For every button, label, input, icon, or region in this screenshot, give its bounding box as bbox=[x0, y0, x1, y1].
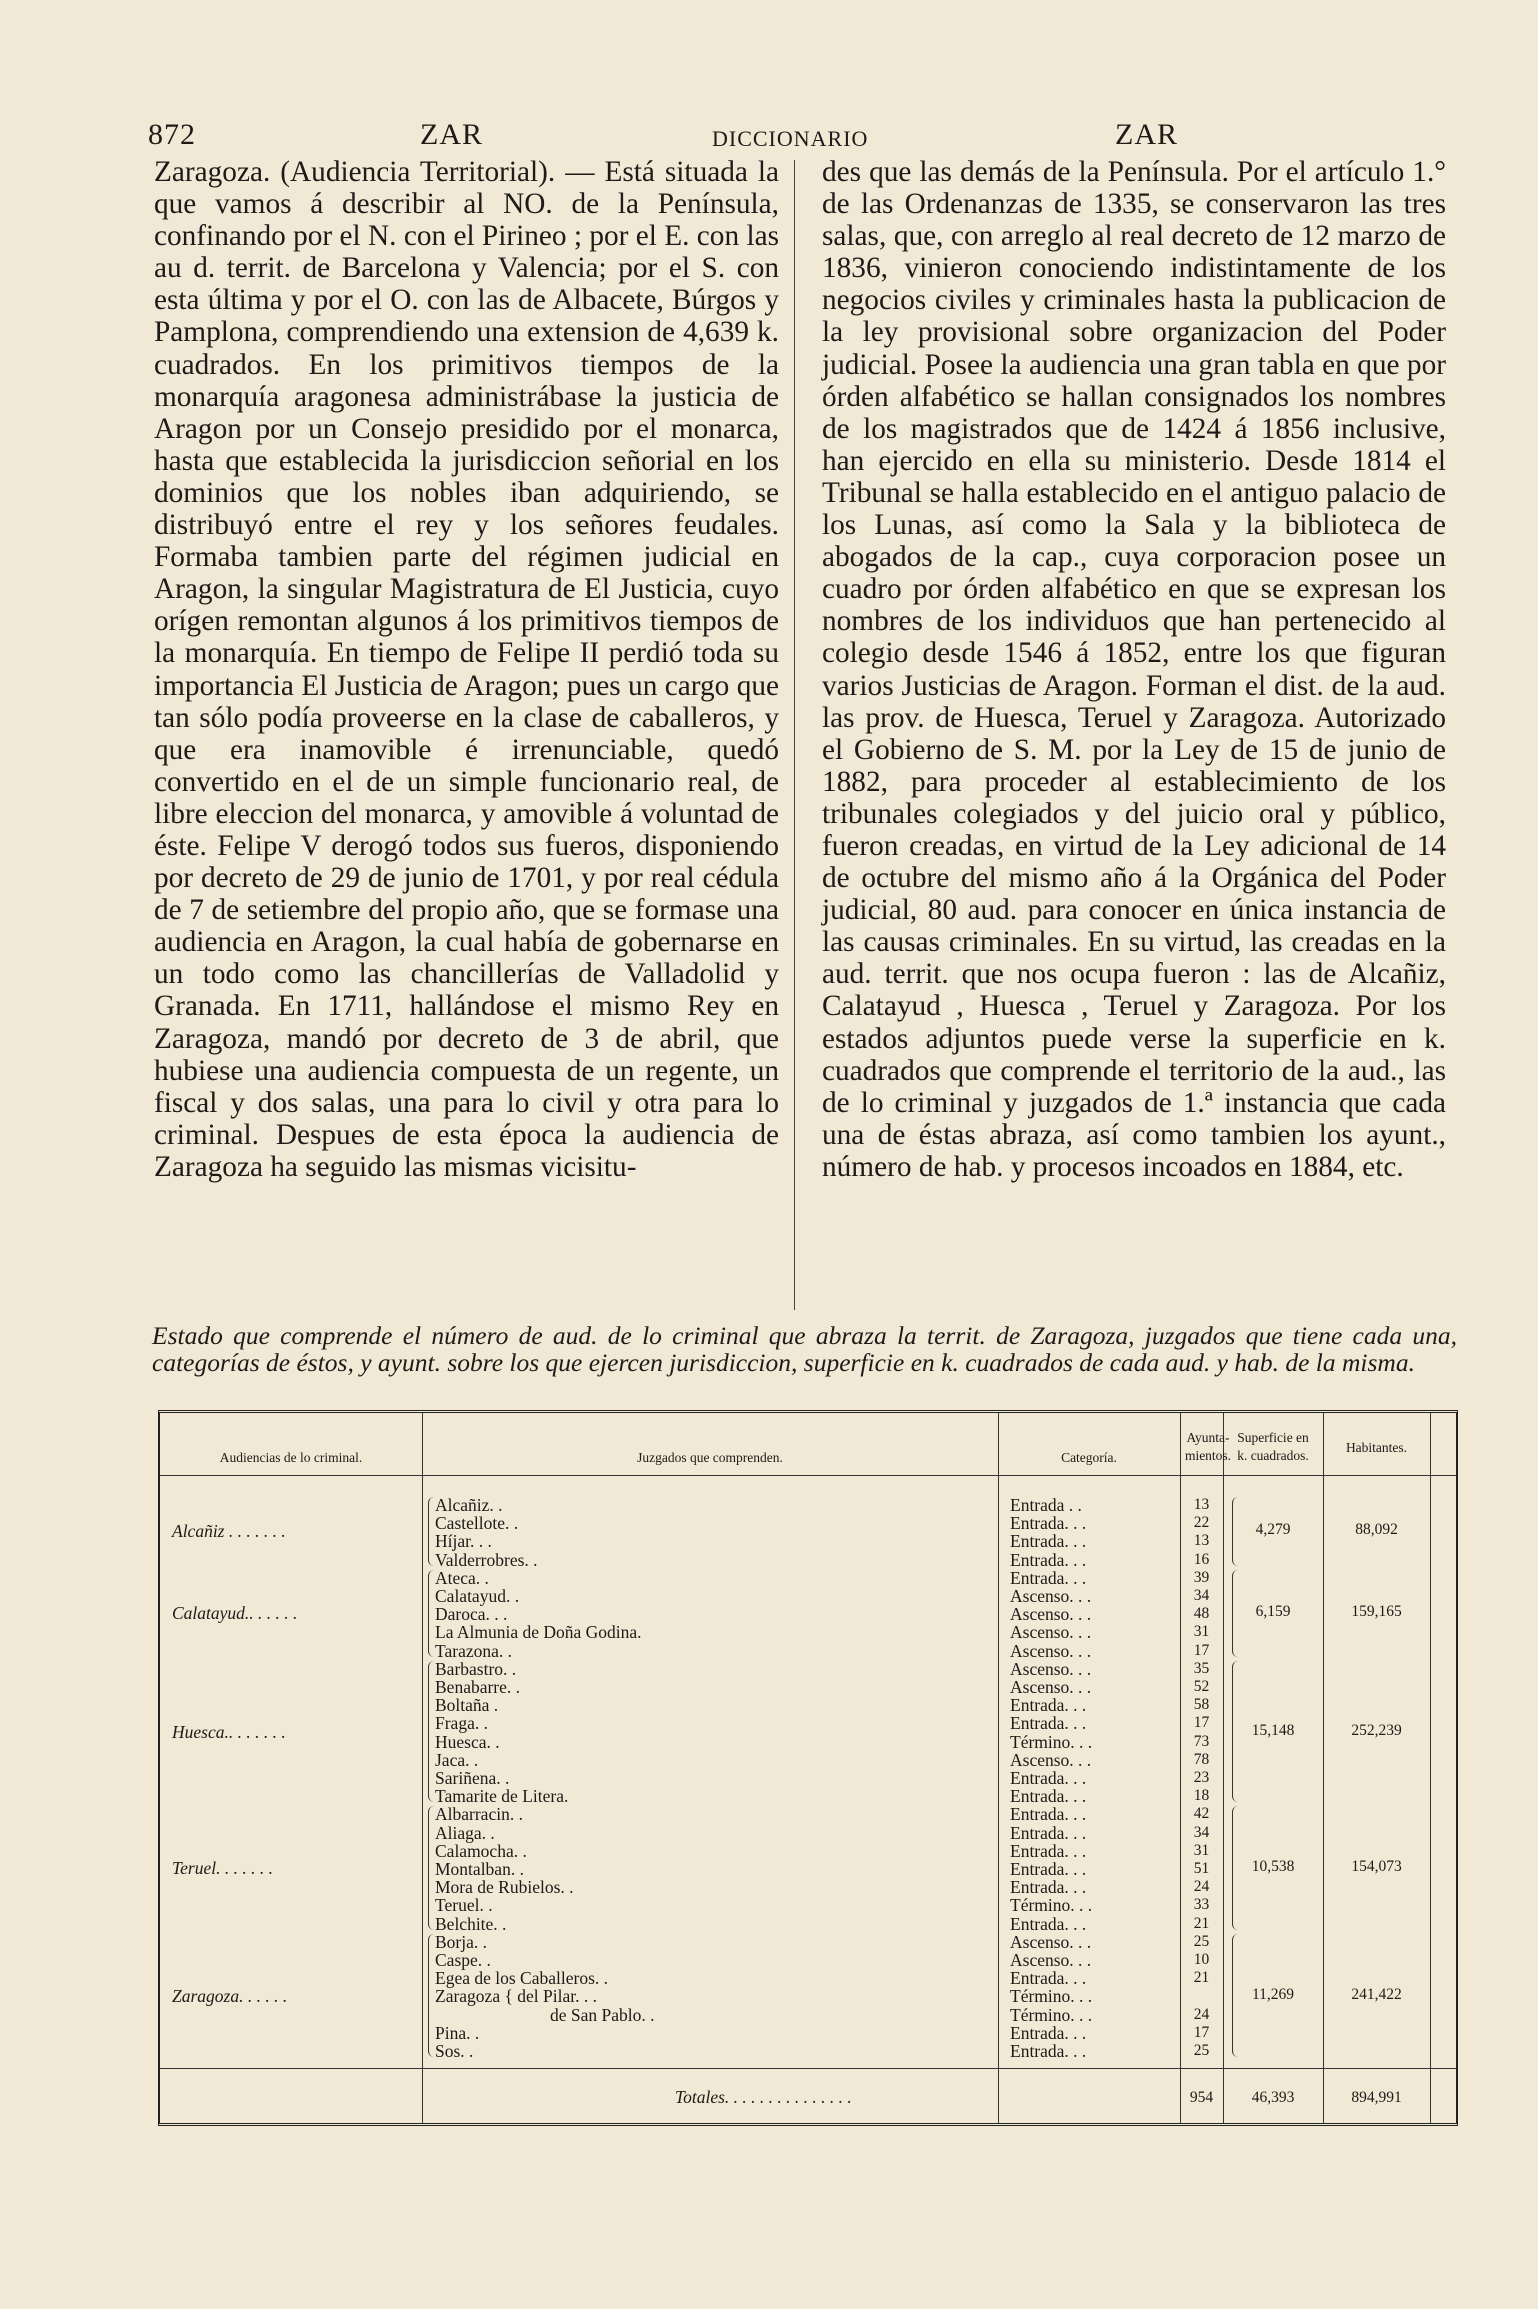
categoria-cell: Término. . . bbox=[1010, 1895, 1093, 1916]
juzgado-cell: La Almunia de Doña Godina. bbox=[435, 1622, 642, 1643]
juzgado-cell: Aliaga. . bbox=[435, 1822, 495, 1843]
totals-rule bbox=[160, 2068, 1456, 2069]
ayuntamientos-cell: 35 bbox=[1193, 1659, 1210, 1677]
juzgado-cell: Mora de Rubielos. . bbox=[435, 1877, 574, 1898]
ayuntamientos-cell: 24 bbox=[1193, 1878, 1210, 1896]
ayuntamientos-cell: 23 bbox=[1193, 1769, 1210, 1786]
ayuntamientos-cell: 13 bbox=[1193, 1496, 1210, 1513]
juzgado-cell: Barbastro. . bbox=[435, 1658, 517, 1679]
ayuntamientos-cell: 39 bbox=[1193, 1568, 1210, 1586]
juzgado-cell: Jaca. . bbox=[435, 1749, 479, 1770]
ayuntamientos-cell: 24 bbox=[1193, 2005, 1210, 2023]
categoria-cell: Ascenso. . . bbox=[1010, 1622, 1092, 1643]
juzgado-cell: Pina. . bbox=[435, 2022, 480, 2043]
data-table bbox=[158, 1410, 1458, 2126]
categoria-cell: Ascenso. . . bbox=[1010, 1749, 1092, 1770]
habitantes-cell: 159,165 bbox=[1351, 1603, 1402, 1621]
header-juzgados: Juzgados que comprenden. bbox=[637, 1450, 783, 1465]
juzgado-cell: Albarracin. . bbox=[435, 1804, 523, 1825]
header-superficie bbox=[1223, 1429, 1323, 1465]
column-divider bbox=[1430, 1413, 1431, 2123]
column-divider bbox=[1223, 1413, 1224, 2123]
juzgado-cell: Montalban. . bbox=[435, 1859, 524, 1879]
juzgado-cell: Ateca. . bbox=[435, 1567, 489, 1588]
juzgado-cell: Sariñena. . bbox=[435, 1768, 510, 1788]
habitantes-cell: 252,239 bbox=[1351, 1721, 1402, 1739]
categoria-cell: Ascenso. . . bbox=[1010, 1586, 1092, 1606]
header-center: DICCIONARIO bbox=[712, 126, 869, 151]
juzgado-cell: Alcañiz. . bbox=[435, 1495, 503, 1515]
audiencia-name: Zaragoza. . . . . . bbox=[172, 1985, 288, 2006]
audiencia-name: Teruel. . . . . . . bbox=[172, 1858, 273, 1879]
categoria-cell: Ascenso. . . bbox=[1010, 1950, 1092, 1970]
header-ayuntamientos-line1: Ayunta- bbox=[1186, 1430, 1230, 1445]
superficie-cell: 11,269 bbox=[1251, 1985, 1295, 2003]
ayuntamientos-cell: 31 bbox=[1193, 1841, 1210, 1859]
ayuntamientos-cell: 16 bbox=[1193, 1550, 1210, 1568]
header-audiencias: Audiencias de lo criminal. bbox=[219, 1450, 363, 1465]
juzgado-cell: Boltaña . bbox=[435, 1695, 499, 1716]
juzgado-cell: Borja. . bbox=[435, 1931, 488, 1952]
categoria-cell: Entrada. . . bbox=[1010, 1768, 1087, 1788]
ayuntamientos-cell: 51 bbox=[1193, 1860, 1210, 1877]
ayuntamientos-cell: 22 bbox=[1193, 1514, 1210, 1532]
categoria-cell: Entrada. . . bbox=[1010, 2041, 1087, 2061]
group-brace bbox=[428, 1661, 435, 1803]
juzgado-cell: Tarazona. . bbox=[435, 1640, 512, 1661]
superficie-cell: 10,538 bbox=[1251, 1858, 1295, 1876]
page-number: 872 bbox=[148, 118, 196, 151]
juzgado-cell: Benabarre. . bbox=[435, 1677, 521, 1697]
habitantes-cell: 154,073 bbox=[1351, 1858, 1402, 1876]
habitantes-cell: 241,422 bbox=[1351, 1985, 1402, 2003]
group-brace bbox=[1232, 1934, 1239, 2057]
group-brace bbox=[1232, 1570, 1239, 1657]
totals-ayuntamientos: 954 bbox=[1189, 2089, 1214, 2106]
paragraph: Zaragoza. (Audiencia Territorial). — Está situada la que vamos á describir al NO. de la Península, confinando por el N. con el Pirineo ; por el E. con las au d. territ. de Barcelona y Valencia; por el S. con esta última y por el O. con las de Albacete, Búrgos y Pamplona, comprendiendo una extension de 4,639 k. cuadrados. En los primitivos tiempos de la monarquía aragonesa administrábase la justicia de Aragon por un Consejo presidido por el monarca, hasta que establecida la jurisdiccion señorial en los dominios que los nobles iban adquiriendo, se distribuyó entre el rey y los señores feudales. Formaba tambien parte del régimen judicial en Aragon, la singular Magistratura de El Justicia, cuyo orígen remontan algunos á los primitivos tiempos de la monarquía. En tiempo de Felipe II perdió toda su importancia El Justicia de Aragon; pues un cargo que tan sólo podía proveerse en la clase de caballeros, y que era inamovible é irrenunciable, quedó convertido en el de un simple funcionario real, de libre eleccion del monarca, y amovible á voluntad de éste. Felipe V derogó todos sus fueros, disponiendo por decreto de 29 de junio de 1701, y por real cédula de 7 de setiembre del propio año, que se formase una audiencia en Aragon, la cual había de gobernarse en un todo como las chancillerías de Valladolid y Granada. En 1711, hallándose el mismo Rey en Zaragoza, mandó por decreto de 3 de abril, que hubiese una audiencia compuesta de un regente, un fiscal y dos salas, una para lo civil y otra para lo criminal. Despues de esta época la audiencia de Zaragoza ha seguido las mismas vicisitu- bbox=[154, 156, 779, 1183]
categoria-cell: Entrada. . . bbox=[1010, 1968, 1087, 1989]
juzgado-cell: Fraga. . bbox=[435, 1713, 488, 1734]
header-superficie-line1: Superficie en bbox=[1237, 1430, 1309, 1445]
categoria-cell: Entrada. . . bbox=[1010, 1567, 1087, 1588]
totals-superficie: 46,393 bbox=[1251, 2089, 1295, 2106]
header-rule bbox=[160, 1475, 1456, 1476]
categoria-cell: Entrada. . . bbox=[1010, 1549, 1087, 1570]
categoria-cell: Entrada. . . bbox=[1010, 1695, 1087, 1716]
ayuntamientos-cell: 18 bbox=[1193, 1787, 1210, 1805]
column-divider bbox=[794, 160, 795, 1310]
totals-label: Totales. . . . . . . . . . . . . . . bbox=[675, 2087, 852, 2107]
group-brace bbox=[428, 1570, 435, 1657]
group-brace bbox=[1232, 1806, 1239, 1929]
categoria-cell: Ascenso. . . bbox=[1010, 1677, 1092, 1697]
ayuntamientos-cell: 17 bbox=[1193, 2023, 1210, 2041]
categoria-cell: Ascenso. . . bbox=[1010, 1640, 1092, 1661]
superficie-cell: 15,148 bbox=[1251, 1721, 1295, 1739]
ayuntamientos-cell: 33 bbox=[1193, 1896, 1210, 1914]
categoria-cell: Ascenso. . . bbox=[1010, 1931, 1092, 1952]
header-ayuntamientos-line2: mientos. bbox=[1184, 1448, 1232, 1463]
group-brace bbox=[428, 1806, 435, 1929]
group-brace bbox=[1232, 1497, 1239, 1566]
column-divider bbox=[422, 1413, 423, 2123]
categoria-cell: Entrada. . . bbox=[1010, 1859, 1087, 1879]
juzgado-cell: Tamarite de Litera. bbox=[435, 1786, 569, 1807]
ayuntamientos-cell: 31 bbox=[1193, 1623, 1210, 1641]
juzgado-cell: Valderrobres. . bbox=[435, 1549, 538, 1570]
juzgado-cell: Daroca. . . bbox=[435, 1604, 508, 1625]
habitantes-cell: 88,092 bbox=[1355, 1521, 1398, 1539]
header-superficie-line2: k. cuadrados. bbox=[1237, 1448, 1309, 1463]
ayuntamientos-cell: 73 bbox=[1193, 1732, 1210, 1750]
juzgado-cell: Belchite. . bbox=[435, 1913, 507, 1934]
ayuntamientos-cell: 52 bbox=[1193, 1678, 1210, 1695]
categoria-cell: Ascenso. . . bbox=[1010, 1658, 1092, 1679]
categoria-cell: Término. . . bbox=[1010, 2004, 1093, 2025]
ayuntamientos-cell: 25 bbox=[1193, 1932, 1210, 1950]
column-divider bbox=[1323, 1413, 1324, 2123]
juzgado-cell: de San Pablo. . bbox=[550, 2004, 655, 2025]
group-brace bbox=[428, 1497, 435, 1566]
audiencia-name: Alcañiz . . . . . . . bbox=[172, 1521, 286, 1542]
paragraph: des que las demás de la Península. Por el artículo 1.° de las Ordenanzas de 1335, se conservaron las tres salas, que, con arreglo al real decreto de 12 marzo de 1836, vinieron conociendo indistintamente de los negocios civiles y criminales hasta la publicacion de la ley provisional sobre organizacion del Poder judicial. Posee la audiencia una gran tabla en que por órden alfabético se hallan consignados los nombres de los magistrados que de 1424 á 1856 inclusive, han ejercido en ella su ministerio. Desde 1814 el Tribunal se halla establecido en el antiguo palacio de los Lunas, así como la Sala y la biblioteca de abogados de la cap., cuya corporacion posee un cuadro por órden alfabético en que se expresan los nombres de los individuos que han pertenecido al colegio desde 1546 á 1852, entre los que figuran varios Justicias de Aragon. Forman el dist. de la aud. las prov. de Huesca, Teruel y Zaragoza. Autorizado el Gobierno de S. M. por la Ley de 15 de junio de 1882, para proceder al establecimiento de los tribunales colegiados y del juicio oral y público, fueron creadas, en virtud de la Ley adicional de 14 de octubre del mismo año á la Orgánica del Poder judicial, 80 aud. para conocer en única instancia de las causas criminales. En su virtud, las creadas en la aud. territ. que nos ocupa fueron : las de Alcañiz, Calatayud , Huesca , Teruel y Zaragoza. Por los estados adjuntos puede verse la superficie en k. cuadrados que comprende el territorio de la aud., las de lo criminal y juzgados de 1.ª instancia que cada una de éstas abraza, así como tambien los ayunt., número de hab. y procesos incoados en 1884, etc. bbox=[822, 156, 1446, 1183]
categoria-cell: Entrada. . . bbox=[1010, 1804, 1087, 1825]
categoria-cell: Entrada . . bbox=[1010, 1495, 1082, 1515]
categoria-cell: Término. . . bbox=[1010, 1731, 1093, 1752]
categoria-cell: Entrada. . . bbox=[1010, 1913, 1087, 1934]
categoria-cell: Entrada. . . bbox=[1010, 1786, 1087, 1807]
juzgado-cell: Castellote. . bbox=[435, 1513, 519, 1534]
text-column-right bbox=[822, 156, 1446, 1183]
ayuntamientos-cell: 21 bbox=[1193, 1914, 1210, 1932]
header-left-word: ZAR bbox=[420, 118, 483, 151]
header-habitantes: Habitantes. bbox=[1345, 1440, 1408, 1455]
ayuntamientos-cell: 78 bbox=[1193, 1750, 1210, 1768]
ayuntamientos-cell: 25 bbox=[1193, 2042, 1210, 2059]
juzgado-cell: Zaragoza { del Pilar. . . bbox=[435, 1986, 597, 2007]
categoria-cell: Entrada. . . bbox=[1010, 1713, 1087, 1734]
juzgado-cell: Calatayud. . bbox=[435, 1586, 520, 1606]
ayuntamientos-cell: 48 bbox=[1193, 1605, 1210, 1623]
ayuntamientos-cell: 17 bbox=[1193, 1641, 1210, 1659]
juzgado-cell: Huesca. . bbox=[435, 1731, 500, 1752]
ayuntamientos-cell: 58 bbox=[1193, 1696, 1210, 1714]
categoria-cell: Entrada. . . bbox=[1010, 2022, 1087, 2043]
ayuntamientos-cell: 21 bbox=[1193, 1969, 1210, 1987]
categoria-cell: Entrada. . . bbox=[1010, 1513, 1087, 1534]
juzgado-cell: Egea de los Caballeros. . bbox=[435, 1968, 609, 1989]
column-divider bbox=[998, 1413, 999, 2123]
ayuntamientos-cell: 10 bbox=[1193, 1951, 1210, 1968]
categoria-cell: Entrada. . . bbox=[1010, 1877, 1087, 1898]
audiencia-name: Calatayud.. . . . . . bbox=[172, 1603, 298, 1624]
ayuntamientos-cell: 13 bbox=[1193, 1532, 1210, 1550]
ayuntamientos-cell: 34 bbox=[1193, 1587, 1210, 1604]
group-brace bbox=[428, 1934, 435, 2057]
categoria-cell: Entrada. . . bbox=[1010, 1822, 1087, 1843]
totals-habitantes: 894,991 bbox=[1351, 2089, 1402, 2106]
ayuntamientos-cell: 42 bbox=[1193, 1805, 1210, 1823]
categoria-cell: Término. . . bbox=[1010, 1986, 1093, 2007]
group-brace bbox=[1232, 1661, 1239, 1803]
juzgado-cell: Teruel. . bbox=[435, 1895, 493, 1916]
juzgado-cell: Sos. . bbox=[435, 2041, 474, 2061]
table-caption: Estado que comprende el número de aud. de lo criminal que abraza la territ. de Zaragoza, juzgados que tiene cada una, categorías de éstos, y ayunt. sobre los que ejercen jurisdiccion, superficie en k. cuadrados de cada aud. y hab. de la misma. bbox=[152, 1321, 1457, 1377]
ayuntamientos-cell: 17 bbox=[1193, 1714, 1210, 1732]
header-right-word: ZAR bbox=[1115, 118, 1178, 151]
juzgado-cell: Caspe. . bbox=[435, 1950, 491, 1970]
categoria-cell: Entrada. . . bbox=[1010, 1840, 1087, 1861]
text-column-left bbox=[154, 156, 779, 1183]
audiencia-name: Huesca.. . . . . . . bbox=[172, 1721, 286, 1742]
header-categoria: Categoría. bbox=[1061, 1450, 1117, 1465]
juzgado-cell: Calamocha. . bbox=[435, 1840, 527, 1861]
categoria-cell: Ascenso. . . bbox=[1010, 1604, 1092, 1625]
ayuntamientos-cell: 34 bbox=[1193, 1823, 1210, 1841]
categoria-cell: Entrada. . . bbox=[1010, 1531, 1087, 1552]
superficie-cell: 6,159 bbox=[1255, 1603, 1291, 1621]
superficie-cell: 4,279 bbox=[1255, 1521, 1291, 1539]
juzgado-cell: Híjar. . . bbox=[435, 1531, 492, 1552]
